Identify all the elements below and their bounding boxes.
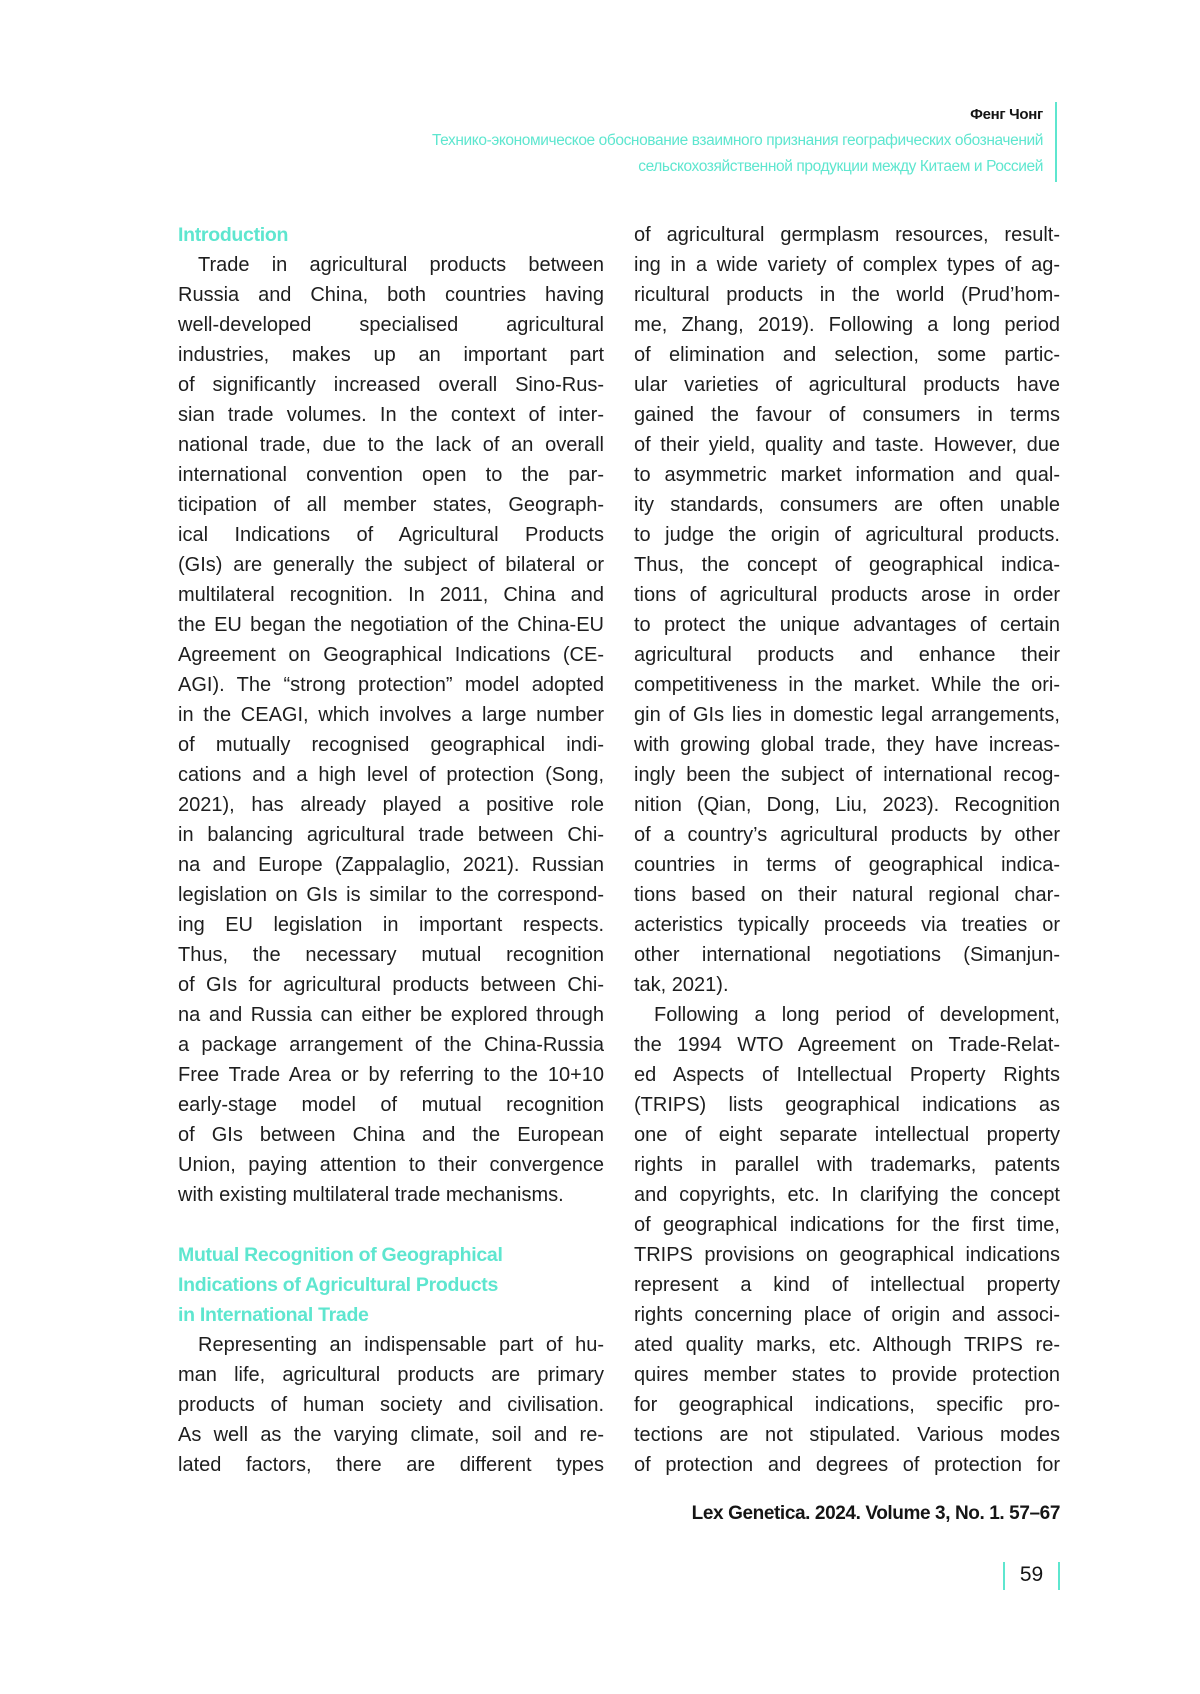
section-heading: in International Trade [178,1304,369,1326]
text-line: Representing an indispensable part of hu- [198,1334,604,1356]
text-line: of protection and degrees of protection for [634,1454,1060,1476]
text-line: with existing multilateral trade mechanisms. [178,1184,564,1206]
text-line: Union, paying attention to their convergence [178,1154,604,1176]
running-head-title-line: Технико-экономическое обоснование взаимного признания географических обозначений [431,132,1043,149]
text-line: TRIPS provisions on geographical indications [634,1244,1060,1266]
text-line: of significantly increased overall Sino-Rus- [178,374,604,396]
text-line: sian trade volumes. In the context of inter- [178,404,604,426]
text-line: na and Russia can either be explored through [178,1004,604,1026]
page-number-box [1003,1560,1060,1590]
text-line: gained the favour of consumers in terms [634,404,1060,426]
page-number: 59 [1019,1563,1044,1586]
paragraph-gap [178,1210,604,1240]
text-line: tions of agricultural products arose in order [634,584,1060,606]
text-line: ingly been the subject of international recog- [634,764,1060,786]
text-line: rights in parallel with trademarks, patents [634,1154,1060,1176]
text-line: to asymmetric market information and qual- [634,464,1060,486]
text-line: me, Zhang, 2019). Following a long period [634,314,1060,336]
text-line: of geographical indications for the first time, [634,1214,1060,1236]
text-line: products of human society and civilisation. [178,1394,604,1416]
text-line: ity standards, consumers are often unable [634,494,1060,516]
text-line: tections are not stipulated. Various modes [634,1424,1060,1446]
text-line: Agreement on Geographical Indications (CE- [178,644,604,666]
text-line: na and Europe (Zappalaglio, 2021). Russian [178,854,604,876]
text-line: the EU began the negotiation of the China-EU [178,614,604,636]
text-line: of a country’s agricultural products by other [634,824,1060,846]
text-line: a package arrangement of the China-Russia [178,1034,604,1056]
text-line: Following a long period of development, [654,1004,1060,1026]
text-line: ing EU legislation in important respects. [178,914,604,936]
text-line: lated factors, there are different types [178,1454,604,1476]
text-line: quires member states to provide protection [634,1364,1060,1386]
text-line: tak, 2021). [634,974,729,996]
text-line: Free Trade Area or by referring to the 10+10 [178,1064,604,1086]
text-line: tions based on their natural regional char- [634,884,1060,906]
footer-journal-citation: Lex Genetica. 2024. Volume 3, No. 1. 57–67 [691,1503,1060,1524]
text-line: of agricultural germplasm resources, result- [634,224,1060,246]
text-line: agricultural products and enhance their [634,644,1060,666]
text-line: well-developed specialised agricultural [178,314,604,336]
text-line: cations and a high level of protection (Song, [178,764,604,786]
text-line: competitiveness in the market. While the ori- [634,674,1060,696]
text-line: ular varieties of agricultural products have [634,374,1060,396]
section-heading: Introduction [178,224,289,246]
text-line: of GIs between China and the European [178,1124,604,1146]
text-line: AGI). The “strong protection” model adopted [178,674,604,696]
text-line: ed Aspects of Intellectual Property Rights [634,1064,1060,1086]
text-line: (GIs) are generally the subject of bilateral or [178,554,604,576]
page-number-divider [1058,1562,1060,1590]
text-line: early-stage model of mutual recognition [178,1094,604,1116]
text-line: ical Indications of Agricultural Products [178,524,604,546]
text-line: Russia and China, both countries having [178,284,604,306]
section-heading: Indications of Agricultural Products [178,1274,499,1296]
text-line: to protect the unique advantages of certain [634,614,1060,636]
text-line: of elimination and selection, some partic- [634,344,1060,366]
text-line: other international negotiations (Simanjun- [634,944,1060,966]
text-line: multilateral recognition. In 2011, China and [178,584,604,606]
text-line: Thus, the necessary mutual recognition [178,944,604,966]
text-line: with growing global trade, they have increas- [634,734,1060,756]
text-line: of mutually recognised geographical indi- [178,734,604,756]
text-line: the 1994 WTO Agreement on Trade-Relat- [634,1034,1060,1056]
text-line: represent a kind of intellectual property [634,1274,1060,1296]
text-line: ticipation of all member states, Geograph- [178,494,604,516]
text-line: gin of GIs lies in domestic legal arrangements, [634,704,1060,726]
text-line: acteristics typically proceeds via treaties or [634,914,1060,936]
text-line: one of eight separate intellectual property [634,1124,1060,1146]
running-head-title-line: сельскохозяйственной продукции между Китаем и Россией [638,158,1043,175]
text-line: countries in terms of geographical indica- [634,854,1060,876]
section-heading: Mutual Recognition of Geographical [178,1244,503,1266]
text-line: ing in a wide variety of complex types of ag- [634,254,1060,276]
left-column [178,220,604,1480]
text-line: of their yield, quality and taste. However, due [634,434,1060,456]
text-line: for geographical indications, specific pro- [634,1394,1060,1416]
text-line: man life, agricultural products are primary [178,1364,604,1386]
text-line: ated quality marks, etc. Although TRIPS re- [634,1334,1060,1356]
text-line: 2021), has already played a positive role [178,794,604,816]
text-line: in balancing agricultural trade between Chi- [178,824,604,846]
text-line: legislation on GIs is similar to the correspond- [178,884,604,906]
text-line: rights concerning place of origin and associ- [634,1304,1060,1326]
running-head [432,102,1043,180]
text-line: of GIs for agricultural products between Chi- [178,974,604,996]
text-line: nition (Qian, Dong, Liu, 2023). Recognition [634,794,1060,816]
text-line: international convention open to the par- [178,464,604,486]
text-line: Thus, the concept of geographical indica- [634,554,1060,576]
text-line: ricultural products in the world (Prud’hom- [634,284,1060,306]
running-head-divider [1055,102,1057,182]
right-column [634,220,1060,1480]
text-line: and copyrights, etc. In clarifying the concept [634,1184,1060,1206]
running-head-author: Фенг Чонг [970,106,1043,123]
text-line: As well as the varying climate, soil and re- [178,1424,604,1446]
text-line: industries, makes up an important part [178,344,604,366]
text-line: in the CEAGI, which involves a large number [178,704,604,726]
text-line: national trade, due to the lack of an overall [178,434,604,456]
text-line: Trade in agricultural products between [198,254,604,276]
text-line: to judge the origin of agricultural products. [634,524,1060,546]
text-line: (TRIPS) lists geographical indications as [634,1094,1060,1116]
